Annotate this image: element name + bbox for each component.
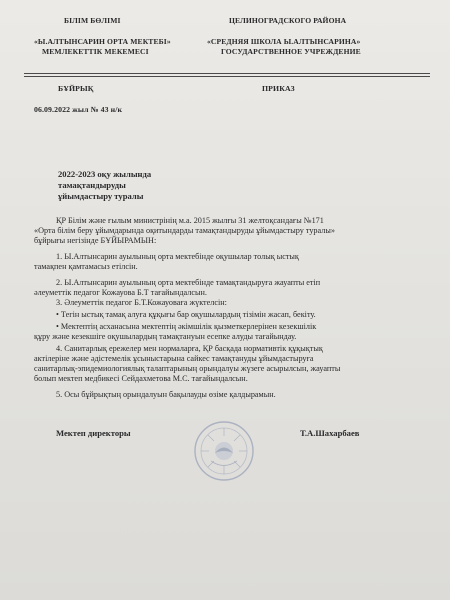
- body-line: әлеуметтік педагог Кожауова Б.Т тағайындалсын.: [34, 288, 207, 297]
- body-line: құру және кезекшіге оқушылардың тамақтануын есепке алуды тағайындау.: [34, 332, 297, 341]
- body-line: 1. Ы.Алтынсарин ауылының орта мектебінде оқушылар толық ыстық: [56, 252, 299, 261]
- order-title-line2: тамақтандыруды: [58, 180, 126, 190]
- header-rule-top: [24, 73, 430, 74]
- signature-name: Т.А.Шахарбаев: [300, 428, 360, 438]
- header-rule-bottom: [24, 76, 430, 77]
- header-right-line1: ЦЕЛИНОГРАДСКОГО РАЙОНА: [229, 16, 347, 25]
- header-left-line1: БІЛІМ БӨЛІМІ: [64, 16, 121, 25]
- order-label-kz: БҰЙРЫҚ: [58, 84, 94, 93]
- body-line: санитарлық-эпидемиологиялық талаптарының орындалуы жүзеге асырылсын, жауапты: [34, 364, 341, 373]
- body-line: «Орта білім беру ұйымдарында оқитындарды тамақтандыруды ұйымдастыру туралы»: [34, 226, 335, 235]
- order-date-number: 06.09.2022 жыл № 43 н/к: [34, 105, 123, 114]
- body-line: актілеріне және әдістемелік ұсыныстарына сайкес тамақтануды ұйымдастыруға: [34, 354, 314, 363]
- body-line: тамақпен қамтамасыз етілсін.: [34, 262, 138, 271]
- body-line: • Тегін ыстық тамақ алуға құқығы бар оқушылардың тізімін жасап, бекіту.: [56, 310, 316, 319]
- body-line: ҚР Білім және ғылым министрінің м.а. 2015 жылғы 31 желтоқсандағы №171: [56, 216, 324, 225]
- body-line: 4. Санитарлық ережелер мен нормаларға, ҚР басқада нормативтік құқықтық: [56, 344, 323, 353]
- body-line: бұйрығы негізінде БҰЙЫРАМЫН:: [34, 236, 157, 245]
- body-line: 2. Ы.Алтынсарин ауылының орта мектебінде тамақтандыруға жауапты етіп: [56, 278, 321, 287]
- body-line: 5. Осы бұйрықтың орындалуын бақылауды өзіме қалдырамын.: [56, 390, 276, 399]
- order-label-ru: ПРИКАЗ: [262, 84, 295, 93]
- body-line: 3. Әлеуметтік педагог Б.Т.Кожауоваға жүктелсін:: [56, 298, 227, 307]
- body-line: болып мектеп медбикесі Сейдахметова М.С. тағайындалсын.: [34, 374, 248, 383]
- signature-position: Мектеп директоры: [56, 428, 131, 438]
- body-line: • Мектептің асханасына мектептің әкімшілік қызметкерлерінен кезекшілік: [56, 322, 317, 331]
- order-title-line1: 2022-2023 оқу жылында: [58, 169, 152, 179]
- header-right-line3: ГОСУДАРСТВЕННОЕ УЧРЕЖДЕНИЕ: [221, 47, 361, 56]
- header-left-line3: МЕМЛЕКЕТТІК МЕКЕМЕСІ: [42, 47, 149, 56]
- header-right-line2: «СРЕДНЯЯ ШКОЛА Ы.АЛТЫНСАРИНА»: [207, 37, 361, 46]
- official-seal-emblem: [193, 420, 255, 482]
- order-title-line3: ұйымдастыру туралы: [58, 191, 144, 201]
- header-left-line2: «Ы.АЛТЫНСАРИН ОРТА МЕКТЕБІ»: [34, 37, 171, 46]
